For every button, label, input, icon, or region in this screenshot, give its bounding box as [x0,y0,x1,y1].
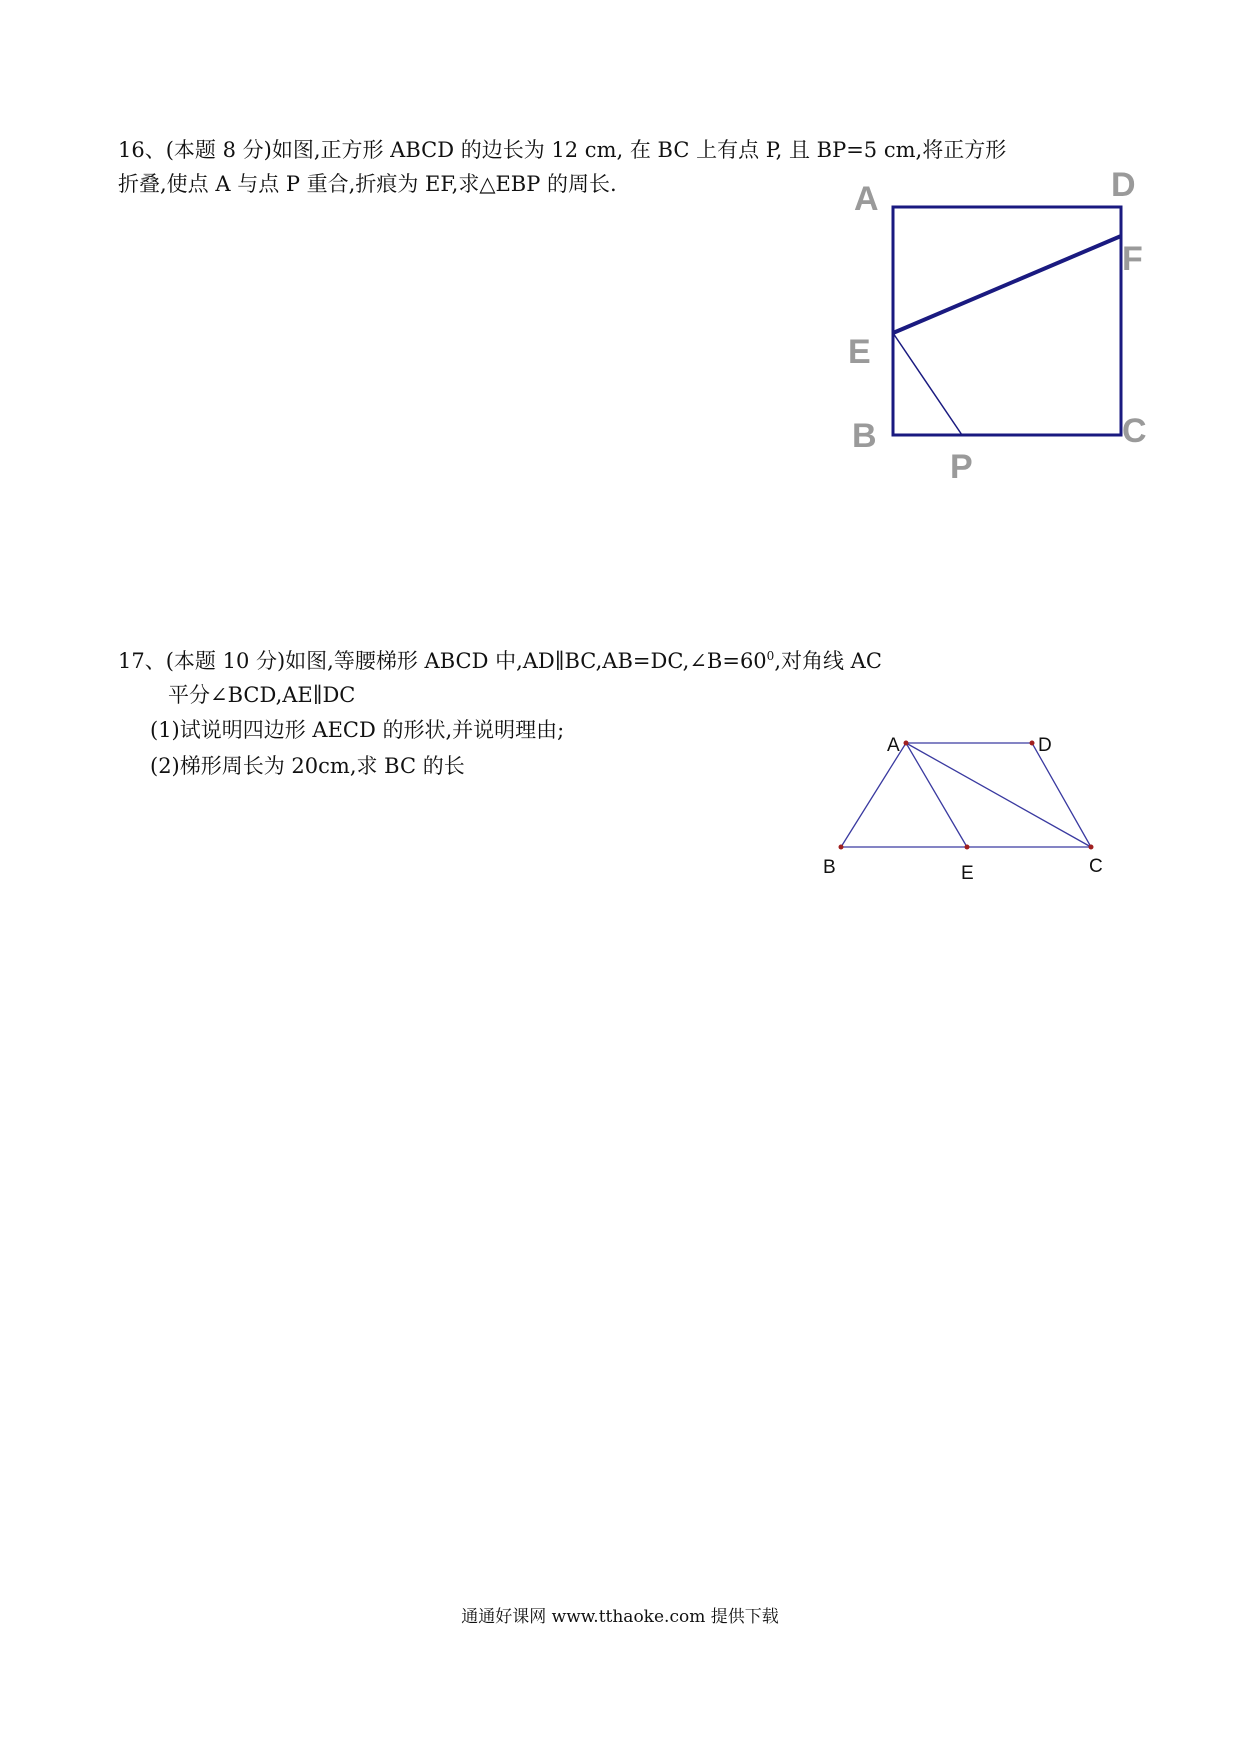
point-c [1089,845,1094,850]
fold-line-ef [893,236,1121,333]
q16-square-figure [840,160,1160,495]
q17-trapezoid-figure [810,730,1130,905]
q17-line2: 平分∠BCD,AE∥DC [168,683,356,707]
point-e [965,845,970,850]
q17-sub2: (2)梯形周长为 20cm,求 BC 的长 [150,754,465,778]
page-footer: 通通好课网 www.tthaoke.com 提供下载 [461,1607,779,1627]
label-e: E [961,863,974,884]
label-c: C [1089,856,1103,877]
point-d [1030,741,1035,746]
label-b: B [823,857,836,878]
q16-line1: 16、(本题 8 分)如图,正方形 ABCD 的边长为 12 cm, 在 BC 上有点 P, 且 BP=5 cm,将正方形 [118,138,1007,162]
q17-degree-sup: 0 [766,649,775,663]
label-f: F [1122,240,1143,278]
label-d: D [1111,166,1136,204]
q17-sub1: (1)试说明四边形 AECD 的形状,并说明理由; [150,718,565,742]
label-p: P [950,448,973,486]
square-abcd [893,207,1121,435]
label-a: A [854,180,879,218]
diagonal-ac [906,743,1091,847]
point-a [904,741,909,746]
point-b [839,845,844,850]
label-b: B [852,417,877,455]
q17-line1-tail: ,对角线 AC [774,649,882,673]
label-c: C [1122,412,1147,450]
label-e: E [848,333,871,371]
q17-line1-text: 17、(本题 10 分)如图,等腰梯形 ABCD 中,AD∥BC,AB=DC,∠B=60 [118,649,767,673]
segment-ep [893,333,962,435]
label-d: D [1038,735,1052,756]
trapezoid-abcd [841,743,1091,847]
q17-line1 [118,647,882,675]
q16-line2: 折叠,使点 A 与点 P 重合,折痕为 EF,求△EBP 的周长. [118,172,617,196]
label-a: A [887,735,900,756]
segment-ae [906,743,967,847]
